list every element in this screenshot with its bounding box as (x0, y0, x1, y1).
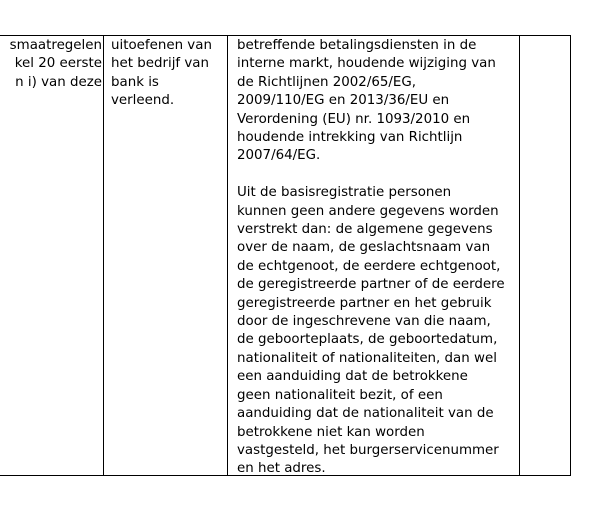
column-divider-3 (519, 35, 520, 476)
table-right-border (570, 35, 571, 476)
text-line: bank is (111, 74, 159, 90)
text-line: nationaliteit of nationaliteiten, dan wel (237, 350, 497, 366)
table-cell-col3 (237, 37, 505, 479)
text-line: een aanduiding dat de betrokkene (237, 369, 468, 385)
text-line: houdende intrekking van Richtlijn (237, 130, 463, 146)
text-line: over de naam, de geslachtsnaam van (237, 240, 491, 256)
table-cell-col1 (10, 37, 102, 92)
text-line: geen nationaliteit bezit, of een (237, 387, 443, 403)
text-line: betreffende betalingsdiensten in de (237, 38, 477, 53)
text-line: vastgesteld, het burgerservicenummer (237, 442, 499, 458)
text-line: verstrekt dan: de algemene gegevens (237, 222, 493, 238)
text-line: de Richtlijnen 2002/65/EG, (237, 74, 416, 90)
text-line: het bedrijf van (111, 56, 210, 72)
text-line: betrokkene niet kan worden (237, 424, 425, 440)
cell-paragraph-1 (237, 37, 505, 166)
text-line: de geregistreerde partner of de eerdere (237, 277, 505, 293)
text-line: 2007/64/EG. (237, 148, 321, 164)
table-top-border (0, 35, 571, 36)
text-line: geregistreerde partner en het gebruik (237, 295, 492, 311)
text-line: de echtgenoot, de eerdere echtgenoot, (237, 258, 501, 274)
text-line: n i) van deze (15, 74, 102, 90)
text-line: Verordening (EU) nr. 1093/2010 en (237, 111, 471, 127)
table-cell-col2 (111, 37, 212, 111)
text-line: interne markt, houdende wijziging van (237, 56, 496, 72)
cell-paragraph-2 (237, 184, 505, 479)
text-line: aanduiding dat de nationaliteit van de (237, 406, 494, 422)
text-line: kel 20 eerste (14, 56, 102, 72)
column-divider-2 (227, 35, 228, 476)
text-line: uitoefenen van (111, 38, 212, 53)
text-line: Uit de basisregistratie personen (237, 185, 452, 201)
text-line: en het adres. (237, 461, 326, 477)
text-line: door de ingeschrevene van die naam, (237, 314, 491, 330)
text-line: kunnen geen andere gegevens worden (237, 203, 499, 219)
column-divider-1 (103, 35, 104, 476)
text-line: verleend. (111, 93, 175, 109)
text-line: smaatregelen (9, 38, 102, 53)
paragraph-spacer (237, 166, 505, 184)
text-line: de geboorteplaats, de geboortedatum, (237, 332, 498, 348)
text-line: 2009/110/EG en 2013/36/EU en (237, 93, 450, 109)
